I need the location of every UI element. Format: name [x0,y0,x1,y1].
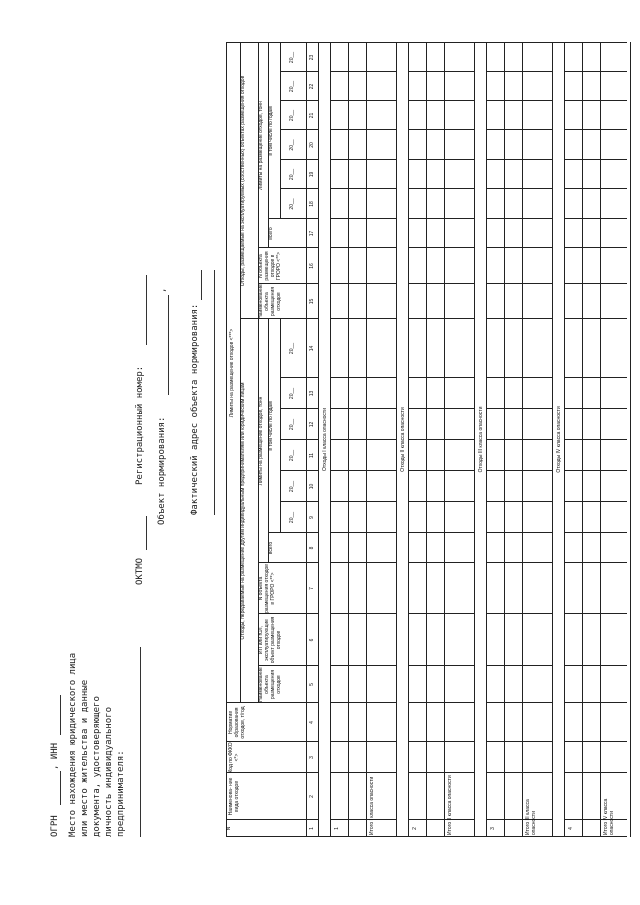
section-title-cell [475,43,486,836]
year-cell: 20__ [289,51,295,64]
column-number: 21 [309,112,315,119]
section-title: Отходы II класса опасности [400,407,406,472]
column-number: 2 [309,795,315,798]
table-rule [280,188,627,189]
object-comma: , [158,287,168,293]
address-line-3: документа, удостоверяющего [92,696,102,837]
column-number: 3 [309,756,315,759]
col-no-header: N [226,826,232,831]
col-fkko-header: Код по ФККО <*> [228,742,240,773]
column-number: 11 [309,452,315,459]
ogrn-label: ОГРН [50,815,60,837]
table-rule [280,71,627,72]
year-cell: 20__ [289,139,295,151]
section-title-cell [319,43,330,836]
reg-number-label: Регистрационный номер: [135,365,145,485]
by-years-header-1: в том числе по годам [268,401,274,451]
column-number: 14 [309,345,315,352]
table-rule [226,42,627,43]
year-cell: 20__ [289,511,295,524]
column-number: 8 [309,546,315,550]
section-title: Отходы III класса опасности [478,406,484,473]
year-cell: 20__ [289,480,295,493]
col6-header: ИП или ЮЛ, эксплуатирующие объект размещения отходов [258,616,282,664]
column-number: 9 [309,516,315,519]
section-title: Отходы I класса опасности [322,408,328,471]
table-rule [280,377,627,378]
col15-header: Наименование объекта размещения отходов [258,284,282,319]
column-number: 12 [309,421,315,428]
limits-tons-header-2: Лимиты на размещение отходов, тонн [258,101,264,190]
own-header: Отходы, размещаемые на эксплуатируемых (собственных) объектах размещения отходов [240,75,246,287]
oktmo-label: ОКТМО [135,557,145,585]
section-total-label: Итого III класса опасности [525,799,537,835]
table-rule [280,501,627,502]
by-years-header-2: в том числе по годам [268,106,274,156]
column-number: 18 [309,201,315,207]
column-number: 20 [309,142,315,148]
limits-header: Лимиты на размещение отходов <***> [229,328,235,418]
column-number: 17 [309,230,315,237]
address-line-1: Место нахождения юридического лица [68,652,78,837]
section-title-cell [397,43,408,836]
column-number: 15 [309,298,315,305]
col-name-header: Наименова- ние вида отходов [228,777,240,816]
year-cell: 20__ [289,168,295,181]
section-total-label: Итого II класса опасности [447,775,453,835]
total-header-2: всего [268,227,274,240]
table-rule [280,42,281,219]
col-norm-header: Норматив образования отходов, т/год [228,706,246,739]
col5-header: Наименование объекта размещения отходов [258,667,282,702]
section-number: 1 [334,827,340,830]
column-number: 13 [309,390,315,397]
column-number: 1 [309,827,315,830]
column-number: 10 [309,483,315,490]
column-number: 16 [309,263,315,269]
table-rule [280,470,627,471]
year-cell: 20__ [289,198,295,210]
transferred-header: Отходы, передаваемые на размещение другим индивидуальным предпринимателям или юридическим лицам [240,382,246,640]
column-number: 22 [309,83,315,90]
address-line-5: предпринимателя: [116,750,126,837]
actual-address-label: Фактический адрес объекта нормирования: [190,303,200,515]
object-label: Объект нормирования: [157,416,167,525]
section-total-label: Итого I класса опасности [369,776,375,835]
year-cell: 20__ [289,342,295,355]
section-number: 2 [412,827,418,830]
table-rule [280,408,627,409]
column-number: 5 [309,683,315,686]
inn-label: , ИНН [50,742,60,770]
limits-tons-header-1: Лимиты на размещение отходов, тонн [258,396,264,486]
year-cell: 20__ [289,387,295,400]
section-title: Отходы IV класса опасности [556,406,562,473]
section-number: 3 [490,827,496,830]
table-rule [280,100,627,101]
address-line-2: или место жительства и данные [80,679,90,837]
column-number: 23 [309,54,315,61]
col16-header: N объекта размещения отходов в ГРОРО <**> [258,251,282,281]
column-number: 6 [309,638,315,642]
year-cell: 20__ [289,80,295,93]
table-rule [280,159,627,160]
section-title-cell [553,43,564,836]
column-number: 7 [309,587,315,590]
table-rule [630,42,631,837]
year-cell: 20__ [289,109,295,122]
year-cell: 20__ [289,449,295,462]
year-cell: 20__ [289,418,295,431]
column-number: 19 [309,171,315,178]
section-number: 4 [568,827,574,830]
column-number: 4 [309,721,315,724]
address-line-4: личность индивидуального [104,706,114,837]
table-rule [280,439,627,440]
table-rule [280,129,627,130]
col7-header: N объекта размещения отходов в ГРОРО <**> [258,564,276,613]
total-header-1: всего [268,541,274,555]
section-total-label: Итого IV класса опасности [603,798,615,835]
